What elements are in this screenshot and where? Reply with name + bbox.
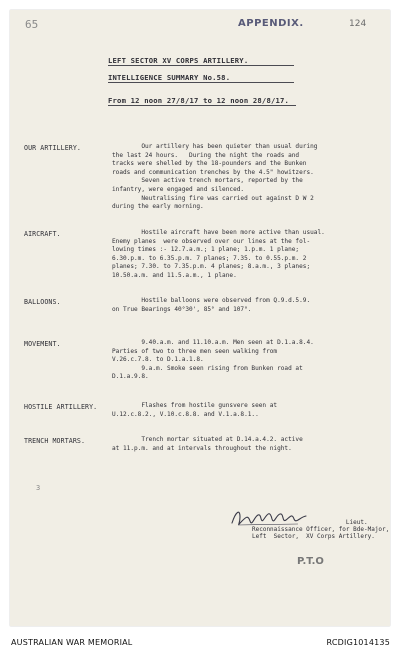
header-underline [108,65,294,66]
folio-mark: 65 [25,18,39,31]
section-label-hostile-artillery: HOSTILE ARTILLERY. [24,403,98,411]
footer-archive-name: AUSTRALIAN WAR MEMORIAL [11,638,133,647]
section-text-balloons: Hostile balloons were observed from Q.9.d.5.9. on True Bearings 40°30', 85° and 107°. [112,297,311,313]
section-text-aircraft: Hostile aircraft have been more active than usual. Enemy planes were observed over our lines at the fol- lowing times :- 12.7.a.m.; 1 plane; 1.p.m. 1 plane; 6.30.p.m. to 6.35.p.m. 7 planes; 7.35. to 0.55.p.m. 2 planes; 7.30. to 7.35.p.m. 4 planes; 8.a.m., 3 planes; 10.50.a.m. and 11.5.a.m., 1 plane. [112,229,325,279]
section-label-balloons: BALLOONS. [24,298,61,306]
page-number: 124 [349,19,367,29]
section-label-aircraft: AIRCRAFT. [24,230,61,238]
section-text-trench-mortars: Trench mortar situated at D.14.a.4.2. active at 11.p.m. and at intervals throughout the night. [112,436,303,452]
section-text-our-artillery: Our artillery has been quieter than usual during the last 24 hours. During the night the roads and tracks were shelled by the 18-pounders and the Bunken roads and communication trenches by the 4.5" howitzers. Seven active trench mortars, reported by the infantry, were engaged and silenced. Neutralising fire was carried out against D W 2 during the early morning. [112,143,318,211]
header-period: From 12 noon 27/8/17 to 12 noon 28/8/17. [108,96,290,105]
section-text-movement: 9.40.a.m. and 11.10.a.m. Men seen at D.1.a.8.4. Parties of two to three men seen walking from V.26.c.7.8. to D.1.a.1.8. 9.a.m. Smoke seen rising from Bunken road at D.1.a.9.8. [112,339,314,381]
section-label-our-artillery: OUR ARTILLERY. [24,144,81,152]
section-text-hostile-artillery: Flashes from hostile gunsvere seen at U.12.c.8.2., V.10.c.8.8. and V.1.a.8.1.. [112,402,278,418]
header-summary-title: INTELLIGENCE SUMMARY No.58. [108,73,231,82]
footer-record-id: RCDIG1014135 [326,638,390,647]
header-underline [108,82,294,83]
section-label-trench-mortars: TRENCH MORTARS. [24,437,86,445]
pto-mark: P.T.O [297,556,324,567]
section-label-movement: MOVEMENT. [24,340,61,348]
appendix-stamp: APPENDIX. [238,18,304,29]
header-underline [108,105,296,106]
header-sector: LEFT SECTOR XV CORPS ARTILLERY. [108,56,249,65]
signature-block: Lieut. Reconnaissance Officer, for Bde-Major, Left Sector, XV Corps Artillery. [252,519,390,541]
margin-mark: 3 [36,484,41,492]
